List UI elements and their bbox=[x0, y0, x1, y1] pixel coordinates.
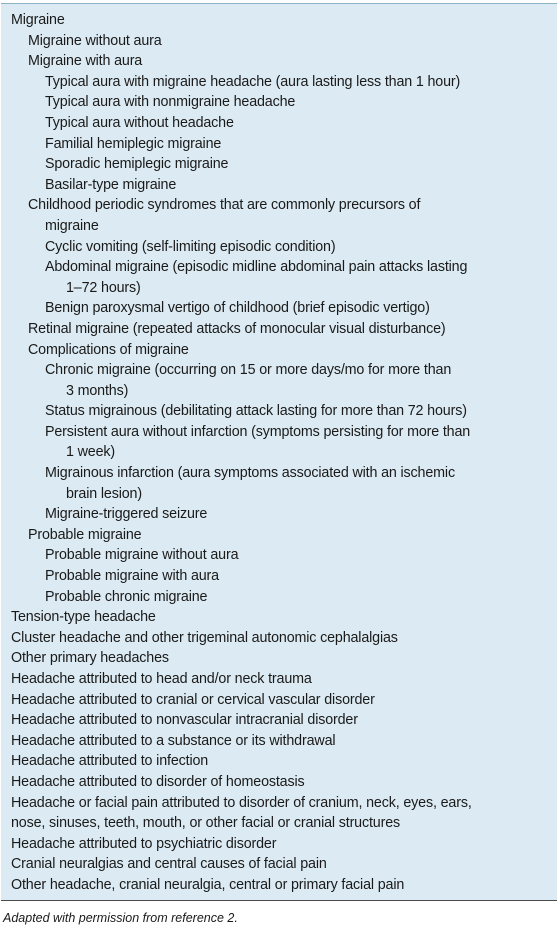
table-row-continuation: brain lesion) bbox=[66, 485, 142, 502]
table-row-continuation: 1–72 hours) bbox=[66, 279, 141, 296]
table-row-continuation: 3 months) bbox=[66, 382, 129, 399]
table-row-level-0: Headache attributed to disorder of homeostasis bbox=[11, 773, 305, 790]
table-row-level-1: Complications of migraine bbox=[28, 341, 189, 358]
table-row-level-1: Migraine without aura bbox=[28, 32, 162, 49]
table-row-level-1: Migraine with aura bbox=[28, 53, 143, 70]
table-row-level-1: Probable migraine bbox=[28, 526, 142, 543]
table-row-level-2: Cyclic vomiting (self-limiting episodic condition) bbox=[45, 238, 336, 255]
table-row-level-0: Other primary headaches bbox=[11, 650, 169, 667]
classification-table bbox=[1, 3, 557, 901]
table-row-level-2: Migraine-triggered seizure bbox=[45, 506, 208, 523]
table-row-level-1: Childhood periodic syndromes that are commonly precursors of bbox=[28, 197, 421, 214]
table-row-level-2: Basilar-type migraine bbox=[45, 176, 177, 193]
table-row-level-2: Sporadic hemiplegic migraine bbox=[45, 156, 229, 173]
table-row-level-0: Migraine bbox=[11, 12, 65, 28]
table-row-level-0: Cluster headache and other trigeminal autonomic cephalalgias bbox=[11, 629, 398, 646]
table-row-continuation: 1 week) bbox=[66, 444, 116, 461]
table-row-level-2: Typical aura with migraine headache (aura lasting less than 1 hour) bbox=[45, 73, 461, 90]
table-row-level-0: Headache attributed to cranial or cervical vascular disorder bbox=[11, 691, 375, 708]
table-row-level-2: Migrainous infarction (aura symptoms associated with an ischemic bbox=[45, 465, 455, 482]
table-row-level-2: Status migrainous (debilitating attack lasting for more than 72 hours) bbox=[45, 403, 467, 420]
table-row-level-1: Retinal migraine (repeated attacks of monocular visual disturbance) bbox=[28, 320, 446, 337]
table-row-level-2: Chronic migraine (occurring on 15 or more days/mo for more than bbox=[45, 362, 452, 379]
table-row-level-2: Familial hemiplegic migraine bbox=[45, 135, 222, 152]
table-row-level-0: Headache attributed to head and/or neck trauma bbox=[11, 671, 312, 687]
table-footnote: Adapted with permission from reference 2. bbox=[3, 911, 238, 925]
table-row-level-2: Probable migraine without aura bbox=[45, 547, 239, 564]
table-row-level-0: Headache attributed to infection bbox=[11, 753, 209, 770]
table-row-level-0: Other headache, cranial neuralgia, central or primary facial pain bbox=[11, 876, 405, 893]
table-row-level-2: Persistent aura without infarction (symptoms persisting for more than bbox=[45, 423, 471, 440]
table-row-level-0: Headache attributed to a substance or its withdrawal bbox=[11, 732, 336, 749]
table-row-level-0: Headache attributed to psychiatric disorder bbox=[11, 835, 277, 852]
table-row-level-0: Headache attributed to nonvascular intracranial disorder bbox=[11, 712, 358, 729]
table-row-level-2: Benign paroxysmal vertigo of childhood (brief episodic vertigo) bbox=[45, 300, 430, 317]
table-row-level-0: Cranial neuralgias and central causes of facial pain bbox=[11, 856, 327, 873]
table-row-level-2: Probable migraine with aura bbox=[45, 568, 219, 585]
table-row-level-0: Headache or facial pain attributed to disorder of cranium, neck, eyes, ears, bbox=[11, 794, 472, 811]
table-row-level-2: Probable chronic migraine bbox=[45, 588, 208, 605]
table-row-level-0: Tension-type headache bbox=[11, 609, 156, 626]
table-row-continuation: nose, sinuses, teeth, mouth, or other facial or cranial structures bbox=[11, 815, 401, 832]
table-row-continuation: migraine bbox=[45, 217, 99, 234]
table-row-level-2: Typical aura without headache bbox=[45, 114, 234, 131]
table-row-level-2: Abdominal migraine (episodic midline abdominal pain attacks lasting bbox=[45, 259, 468, 276]
table-row-level-2: Typical aura with nonmigraine headache bbox=[45, 94, 296, 111]
